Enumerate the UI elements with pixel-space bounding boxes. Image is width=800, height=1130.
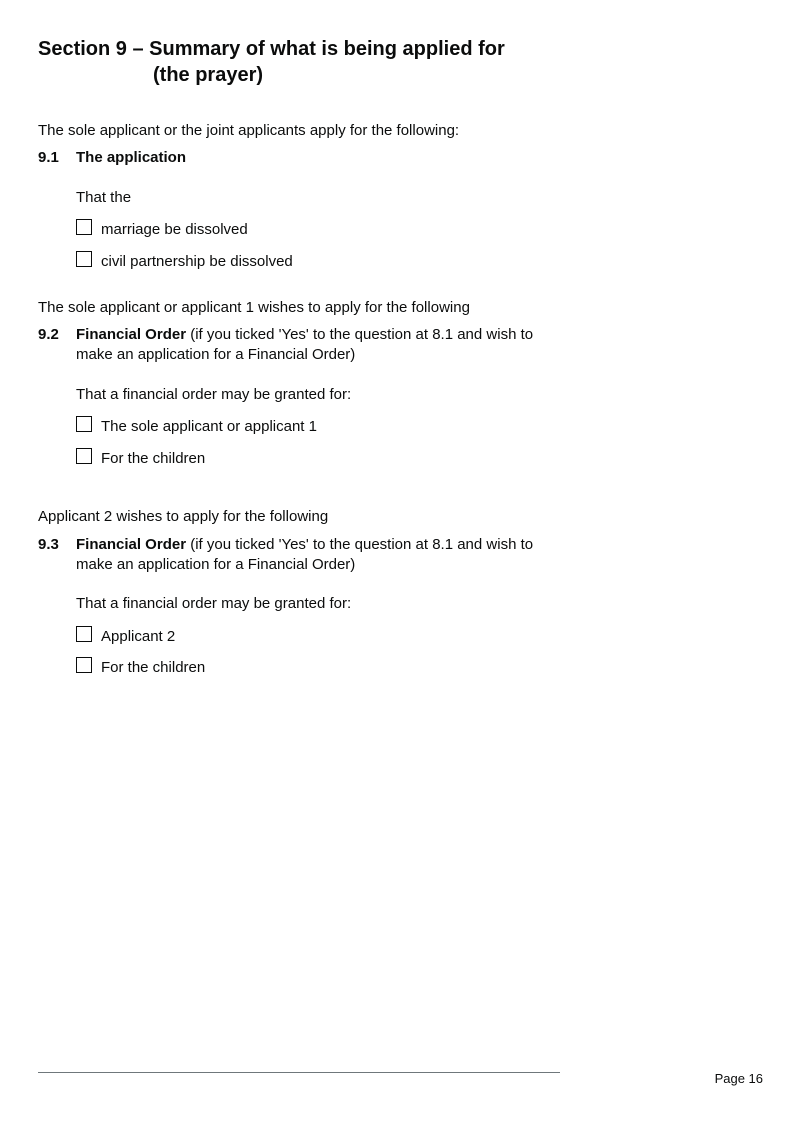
option-label: civil partnership be dissolved bbox=[101, 253, 293, 270]
intro-applicant-1: The sole applicant or applicant 1 wishes to apply for the following bbox=[38, 299, 470, 316]
section-title-line1: Section 9 – Summary of what is being applied for bbox=[38, 38, 505, 60]
option-sole-applicant-or-applicant-1[interactable] bbox=[76, 413, 317, 435]
option-marriage-dissolved[interactable] bbox=[76, 216, 248, 238]
option-applicant-2[interactable] bbox=[76, 623, 175, 645]
option-label: Applicant 2 bbox=[101, 628, 176, 645]
question-9-2-subtext: That a financial order may be granted for: bbox=[76, 386, 352, 403]
question-9-2-heading: Financial Order bbox=[76, 326, 187, 343]
question-9-2-number: 9.2 bbox=[38, 326, 59, 343]
question-9-3-heading: Financial Order bbox=[76, 536, 187, 553]
option-label: The sole applicant or applicant 1 bbox=[101, 418, 317, 435]
section-title bbox=[38, 36, 505, 88]
section-title-line2: (the prayer) bbox=[153, 64, 264, 86]
question-9-1-heading bbox=[76, 148, 556, 168]
checkbox[interactable] bbox=[76, 251, 92, 267]
option-label: For the children bbox=[101, 450, 206, 467]
question-9-1-number: 9.1 bbox=[38, 149, 59, 166]
checkbox[interactable] bbox=[76, 416, 92, 432]
question-9-3-note: (if you ticked 'Yes' to the question at 8.1 and wish to make an application for a Financial Order) bbox=[76, 536, 534, 573]
footer-divider bbox=[38, 1072, 560, 1073]
question-9-3-text bbox=[76, 535, 556, 575]
intro-joint-applicants: The sole applicant or the joint applicants apply for the following: bbox=[38, 122, 460, 139]
question-9-2-text bbox=[76, 325, 556, 365]
checkbox[interactable] bbox=[76, 448, 92, 464]
intro-applicant-2: Applicant 2 wishes to apply for the following bbox=[38, 508, 329, 525]
question-9-3-number: 9.3 bbox=[38, 536, 59, 553]
option-label: For the children bbox=[101, 659, 206, 676]
question-9-3-subtext: That a financial order may be granted for: bbox=[76, 595, 352, 612]
question-9-1-subtext: That the bbox=[76, 189, 132, 206]
page-number: Page 16 bbox=[714, 1071, 763, 1086]
question-9-1-heading-text: The application bbox=[76, 149, 187, 166]
question-9-2-note: (if you ticked 'Yes' to the question at 8.1 and wish to make an application for a Financial Order) bbox=[76, 326, 534, 363]
checkbox[interactable] bbox=[76, 626, 92, 642]
option-label: marriage be dissolved bbox=[101, 221, 248, 238]
checkbox[interactable] bbox=[76, 657, 92, 673]
option-children-applicant-2[interactable] bbox=[76, 654, 205, 676]
option-children-applicant-1[interactable] bbox=[76, 445, 205, 467]
checkbox[interactable] bbox=[76, 219, 92, 235]
option-civil-partnership-dissolved[interactable] bbox=[76, 248, 293, 270]
